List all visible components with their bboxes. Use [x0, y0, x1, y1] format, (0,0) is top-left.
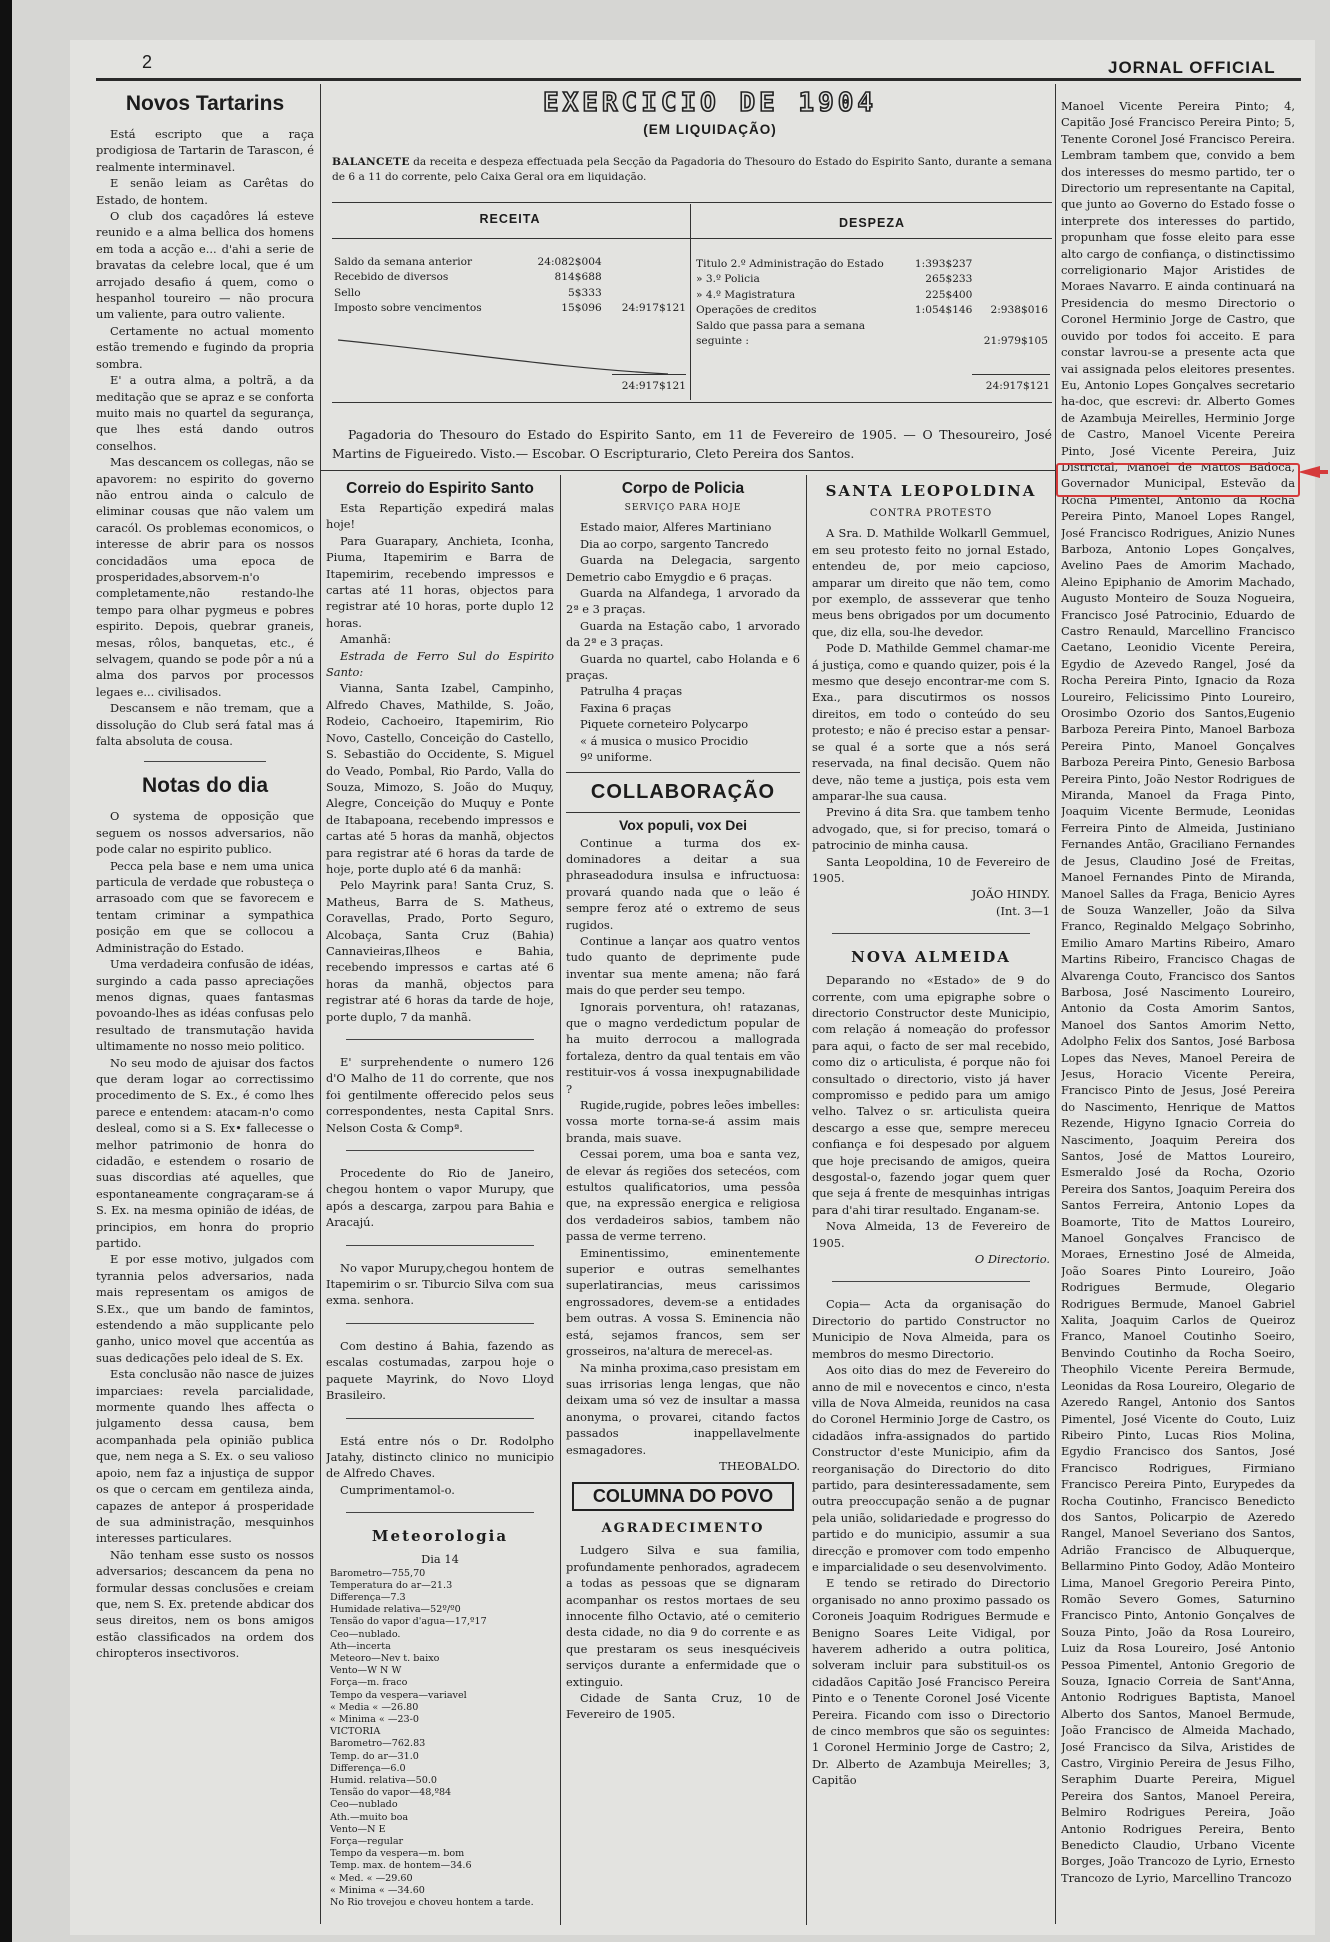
article-paragraph: Piquete corneteiro Polycarpo [580, 717, 749, 732]
news-item: No vapor Murupy,chegou hontem de Itapemirim o sr. Tiburcio Silva com sua exma. senhora. [326, 1260, 554, 1308]
article-paragraph: Copia— Acta da organisação do Directorio do partido Constructor no Municipio de Nova Almeida, para os membros do mesmo Directorio. [812, 1297, 1050, 1361]
despeza-value [906, 318, 974, 334]
table-top-rule [332, 202, 1052, 203]
column-rule-1 [320, 84, 321, 1924]
meteo-line: Vento—N E [330, 1823, 386, 1835]
meteo-day: Dia 14 [421, 1552, 459, 1567]
arrow-tail [1318, 470, 1328, 474]
meteo-line: Humid. relativa—50.0 [330, 1774, 438, 1786]
meteo-line: Ath.—muito boa [330, 1811, 409, 1823]
article-paragraph: Guarda na Estação cabo, 1 arvorado da 2ª e 3 praças. [566, 618, 800, 650]
meteo-line: Tempo da vespera—m. bom [330, 1848, 465, 1860]
article-paragraph: Mas descancem os collegas, não se apavorem: no espirito do governo não entrou ainda o calculo de eliminar cousas que não valem um caracól. Os problemas economicos, o interesse de abrir para os nossos concidadãos uma epoca de prosperidades,absorvem-n'o completamente,não restando-lhe tempo para olhar pygmeus e pobres espirito. Depois, quebrar graneis, mesas, rôlos, banquetas, etc., é selvagem, quando se pode pôr a nú a alma dos parvos por processos legaes e... civilisados. [96, 455, 314, 699]
despeza-row [694, 256, 1050, 272]
meteo-line: Temp. do ar—31.0 [330, 1750, 419, 1762]
column-rule-4 [1055, 84, 1056, 1924]
column-3 [566, 476, 800, 1926]
article-paragraph: E tendo se retirado do Directorio organisado no anno proximo passado os Coroneis Joaquim Rodrigues Bermude e Benigno Soares Leite Vidigal, por haverem adherido a outra politica, solveram incluir para substituil-os os cidadãos Capitão José Francisco Pereira Pinto e o Tenente Coronel José Vicente Pereira. Ficando com isso o Directorio de cinco membros que são os seguintes: 1 Coronel Herminio Jorge de Castro; 2, Dr. Alberto de Azambuja Meirelles; 3, Capitão [812, 1576, 1050, 1788]
article-paragraph: Guarda no quartel, cabo Holanda e 6 praças. [566, 651, 800, 683]
meteo-line: Ceo—nublado [330, 1799, 398, 1811]
despeza-label: Saldo que passa para a semana [696, 319, 866, 332]
meteo-line: Meteoro—Nev t. baixo [330, 1652, 440, 1664]
article-paragraph: Guarda na Delegacia, sargento Demetrio cabo Emygdio e 6 praças. [566, 553, 800, 584]
balance-intro-lead: BALANCETE [332, 156, 410, 168]
meteo-line: VICTORIA [330, 1726, 381, 1738]
meteo-title: Meteorologia [371, 1527, 509, 1546]
meteo-line: Tensão do vapor d'agua—17,º17 [330, 1616, 487, 1628]
article-paragraph: Ludgero Silva e sua familia, profundamente penhorados, agradecem a todas as pessoas que se dignaram acompanhar os restos mortaes de seu innocente filho Octavio, até o cemiterio desta cidade, no dia 9 do corrente e as que prestaram os seus inesquéciveis serviços durante a enfermidade que o extinguio. [566, 1543, 800, 1689]
receita-label: Saldo da semana anterior [334, 255, 473, 268]
receita-total: 24:917$121 [621, 380, 686, 392]
receita-heading: RECEITA [479, 212, 541, 226]
despeza-value: 1:054$146 [914, 304, 973, 317]
article-paragraph: Cidade de Santa Cruz, 10 de Fevereiro de 1905. [566, 1691, 800, 1722]
pagadoria-signature: Pagadoria do Thesouro do Estado do Espirito Santo, em 11 de Fevereiro de 1905. — O Thesoureiro, José Martins de Figueiredo. Visto.— Escobar. O Escripturario, Cleto Pereira dos Santos. [332, 427, 1052, 461]
article-paragraph: Santa Leopoldina, 10 de Fevereiro de 1905. [812, 854, 1050, 885]
article-signature: THEOBALDO. [719, 1458, 800, 1473]
article-paragraph: Está escripto que a raça prodigiosa de Tartarin de Tarascon, é realmente interminavel. [96, 127, 314, 174]
article-paragraph: Continue a turma dos ex-dominadores a deitar a sua phraseadodura insulsa e infructuosa: provará quando nada que o leão é sempre feroz até o extremo de seus rugidos. [566, 835, 800, 932]
article-paragraph: Na minha proxima,caso presistam em suas irrisorias lenga lengas, que não deixam uma só vez de insultar a massa anonyma, o provarei, citando factos passados inappellavelmente esmagadores. [566, 1360, 800, 1457]
separator [346, 1418, 534, 1419]
receita-table [332, 254, 688, 316]
news-item: Procedente do Rio de Janeiro, chegou hontem o vapor Murupy, que após a descarga, zarpou para Bahia e Aracajú. [326, 1166, 554, 1230]
article-paragraph: Manoel Vicente Pereira Pinto; 4, Capitão José Francisco Pereira Pinto; 5, Tenente Coronel José Francisco Pereira. Lembram tambem que, convido a bem dos interesses do mesmo partido, ter o Directorio um representante na Capital, que junto ao Governo do Estado fosse o interprete dos interesses do partido, propunham que fosse eleito para esse alto cargo de confiança, o distinctissimo correligionario Major Aristides de Moraes Navarro. E ainda continuará na Presidencia do mesmo Directorio o Coronel Herminio Jorge de Castro, que ouvido por todos foi acceito. E para constar lavrou-se a presente acta que vai assignada pelos eleitores presentes. Eu, Antonio Lopes Gonçalves secretario ha-doc, que escrevi: dr. Alberto Gomes de Azambuja Meirelles, Herminio Jorge de Castro, Manoel Vicente Pereira Pinto, José Vicente Pereira, Juiz Districtal, Manoel de Mattos Badoca, Governador Municipal, Estevão da Rocha Pimentel, Antonio da Rocha Pereira Pinto, Manoel Lopes Rangel, José Francisco Rodrigues, Anizio Nunes Barboza, Antonio Lopes Gonçalves, Avelino Paes de Amorim Machado, Aleino Epiphanio de Amorim Machado, Augusto Monteiro de Souza Nogueira, Francisco José Patrocinio, Eduardo de Castro Renauld, Marcellino Francisco Caetano, Leonidio Vicente Pereira, Egydio de Azevedo Rangel, José da Rocha Pereira Pinto, Ignacio da Roza Loureiro, Felicissimo Pinto Loureiro, Orosimbo Ozorio dos Santos,Eugenio Barboza Pereira Pinto, Manoel Barboza Pereira Pinto, Manoel Gonçalves Barboza Pereira Pinto, Genesio Barbosa Pereira Pinto, João Nestor Rodrigues de Miranda, Manoel da Fraga Pinto, Joaquim Vicente Bermude, Leonidas Ferreira Pinto de Almeida, Justiniano Fernandes Antão, Graciliano Fernandes de Jesus, Claudino José de Freitas, Manoel Fernandes Pinto de Miranda, Manoel Salles da Fraga, Benicio Ayres de Souza Wanzeller, João da Silva Franco, Reginaldo Melgaço Sobrinho, Emilio Amaro Martins Ribeiro, Amaro Martins Ribeiro, Francisco Chagas de Alvarenga Couto, Francisco dos Santos Barbosa, José Nascimento Loureiro, Antonio da Costa Amorim Santos, Manoel dos Santos Amorim Netto, Adolpho Felix dos Santos, José Barbosa Lopes das Neves, Manoel Pereira de Jesus, Horacio Vicente Pereira, Francisco Pinto de Jesus, José Pereira do Nascimento, Henrique de Mattos Rezende, Higyno Ignacio Correia do Nascimento, Joaquim Pereira dos Santos, José de Mattos Loureiro, Esmeraldo José da Rocha, Ozorio Pereira dos Santos, Joaquim Pereira dos Santos Ferreira, Antonio Lopes da Boamorte, Tito de Mattos Loureiro, Manoel Gonçalves Francisco de Moraes, Ernestino José de Almeida, João Soares Pinto Loureiro, João Rodrigues Bermude, Olegario Rodrigues Bermude, Manoel Gabriel Xalita, Joaquim Carlos de Queiroz Franco, Manoel Coutinho Soeiro, Benvindo Coutinho da Rocha Soeiro, Theophilo Vicente Pereira Bermude, Leonidas da Rosa Loureiro, Olegario de Azeredo Rangel, Antonio dos Santos Pimentel, José Vicente do Couto, Luiz Ribeiro Pinto, Lucas Rios Molina, Egydio Francisco dos Santos, José Francisco Rodrigues, Firmiano Francisco Pereira Pinto, Eurypedes da Rocha Coutinho, Francisco Benedicto dos Santos, Policarpio de Azeredo Rangel, Manoel Severiano dos Santos, Adrião Francisco de Albuquerque, Bellarmino Pinto Godoy, Adão Monteiro Lima, Manoel Gregorio Pereira Pinto, Romão Severo Gomes, Saturnino Francisco Pinto, Antonio Gonçalves de Souza Pinto, João da Rosa Loureiro, Luiz da Rosa Loureiro, José Antonio Pessoa Pimentel, Antonio Gregorio de Souza, Ignacio Correia de Sant'Anna, Antonio Rodrigues Baptista, Manoel Alberto dos Santos, Manoel Bermude, João Francisco de Almeida Machado, José Francisco da Silva, Aristides de Castro, Virginio Pereira de Jesus Filho, Seraphim Duarte Pereira, Miguel Pereira dos Santos, Manoel Pereira, Belmiro Rodrigues Pereira, João Antonio Rodrigues Pereira, Bento Benedicto Claudio, Urbano Vicente Borges, João Trancozo de Lyrio, Ernesto Trancozo de Lyrio, Marcellino Trancozo [1061, 99, 1295, 1885]
news-item: E' surprehendente o numero 126 d'O Malho de 11 do corrente, que nos foi gentilmente offerecido pelos seus correspondentes, nesta Capital Snrs. Nelson Costa & Compª. [326, 1055, 554, 1135]
article-title-notas-do-dia: Notas do dia [141, 774, 268, 798]
receita-total: 24:917$121 [621, 302, 686, 315]
section-title-collaboracao: COLLABORAÇÃO [590, 780, 776, 803]
balance-subtitle: (EM LIQUIDAÇÃO) [643, 122, 777, 137]
despeza-table [694, 256, 1050, 349]
article-paragraph: O systema de opposição que seguem os nossos adversarios, não pode calar no espirito publico. [96, 809, 314, 857]
separator [346, 1323, 534, 1324]
receita-total [604, 285, 688, 301]
article-paragraph: Certamente no actual momento estão tremendo e fugindo da propria sombra. [96, 323, 314, 371]
despeza-label: » 3.º Policia [696, 273, 760, 286]
balance-title: EXERCICIO DE 1904 [542, 88, 878, 118]
meteo-line: Temperatura do ar—21.3 [330, 1579, 453, 1591]
article-paragraph: Deparando no «Estado» de 9 do corrente, com uma epigraphe sobre o directorio Constructor deste Municipio, com relação á nomeação do professor para aqui, o facto de ser mal recebido, como diz o articulista, é porque não foi consultado o directorio, visto já haver compromisso e pedido para um amigo velho. Talvez o sr. articulista queira descargo a esse que, sempre mereceu confiança e foi despesado por alguem que hoje precisando de amigos, queira desgostal-o, fazendo jogar quem quer que seja á frente de mesquinhas intrigas para d'ahi tirar resultado. Enganam-se. [812, 973, 1050, 1217]
despeza-label: Operações de creditos [696, 304, 817, 317]
article-paragraph: Estado maior, Alferes Martiniano [580, 520, 772, 535]
article-title-corpo-de-policia: Corpo de Policia [621, 480, 745, 497]
meteo-line: Força—m. fraco [330, 1677, 408, 1689]
receita-row [332, 285, 688, 301]
despeza-value [906, 334, 974, 350]
page-number: 2 [142, 52, 153, 72]
article-paragraph: Esta Repartição expedirá malas hoje! [326, 501, 554, 532]
receita-value: 15$096 [561, 302, 602, 315]
receita-total [604, 254, 688, 270]
meteo-line: Vento—W N W [330, 1665, 402, 1677]
article-paragraph: E por esse motivo, julgados com tyrannia pelos adversarios, nada mais representam os amigos de S.Ex., que um bando de famintos, estendendo a mão supplicante pelo ganho, unico movel que accentúa as suas dedicações pelo ideal de S. Ex. [96, 1252, 314, 1365]
meteo-line: Temp. max. de hontem—34.6 [330, 1860, 472, 1872]
news-item: Está entre nós o Dr. Rodolpho Jatahy, distincto clinico no municipio de Alfredo Chaves. [326, 1433, 554, 1481]
balance-curve-line [338, 340, 668, 374]
article-paragraph: 9º uniforme. [580, 750, 653, 765]
highlight-box [1056, 463, 1300, 497]
meteo-line: Barometro—755,70 [330, 1567, 426, 1579]
separator [346, 1245, 534, 1246]
despeza-total: 24:917$121 [985, 380, 1050, 392]
article-note: (Int. 3—1 [996, 903, 1050, 918]
meteo-line: Humidade relativa—52º/º0 [330, 1604, 461, 1616]
article-title-vox-populi: Vox populi, vox Dei [618, 816, 748, 833]
article-signature: JOÃO HINDY. [971, 887, 1050, 902]
receita-label: Recebido de diversos [334, 271, 449, 284]
meteo-line: « Minima « —23-0 [330, 1713, 419, 1725]
receita-row [332, 270, 688, 286]
article-paragraph: Estrada de Ferro Sul do Espirito Santo: [326, 648, 554, 680]
meteo-line: Ath—incerta [330, 1640, 391, 1652]
scan-border [0, 0, 12, 1942]
receita-label: Sello [334, 286, 361, 299]
separator [346, 1039, 534, 1040]
article-paragraph: Nova Almeida, 13 de Fevereiro de 1905. [812, 1219, 1050, 1250]
despeza-label: seguinte : [696, 335, 749, 348]
receita-row [332, 301, 688, 317]
article-signature: O Directorio. [974, 1252, 1050, 1267]
article-paragraph: Pecca pela base e nem uma unica particula de verdade que robusteça o arrasoado com que se favorecem e tentam criminar a sympathica posição em que se collocou a Administração do Estado. [96, 858, 314, 955]
meteo-line: No Rio trovejou e choveu hontem a tarde. [330, 1897, 534, 1909]
receita-row [332, 254, 688, 270]
section-rule [566, 772, 800, 773]
article-subtitle: SERVIÇO PARA HOJE [624, 503, 742, 513]
despeza-row [694, 303, 1050, 319]
despeza-row [694, 287, 1050, 303]
separator [144, 761, 266, 762]
receita-value: 5$333 [568, 286, 602, 299]
article-title-nova-almeida: NOVA ALMEIDA [851, 948, 1011, 967]
despeza-value: 265$233 [925, 273, 973, 286]
meteo-line: « Media « —26.80 [330, 1701, 419, 1713]
despeza-label: Titulo 2.º Administração do Estado [696, 257, 884, 270]
meteo-line: Tensão do vapor—48,º84 [330, 1787, 452, 1799]
section-title-columna-do-povo: COLUMNA DO POVO [572, 1482, 794, 1511]
article-paragraph: No seu modo de ajuisar dos factos que deram logar ao correctissimo procedimento de S. Ex., é como lhes parece e entendem: atacam-n'o como desleal, como si a S. Ex• fallecesse o melhor patrimonio de honra do cidadão, e estendem o rosario de suas discordias até aquelles, que espontaneamente congraçaram-se á S. Ex. na mesma opinião de idéas, de principios, em honra do proprio partido. [96, 1055, 314, 1250]
article-paragraph: Aos oito dias do mez de Fevereiro do anno de mil e novecentos e cinco, n'esta villa de Nova Almeida, reunidos na casa do Coronel Herminio Jorge de Castro, os cidadãos infra-assignados do partido Constructor d'este Municipio, afim da reorganisação do Directorio do dito partido, para desinteressadamente, sem outra preoccupação senão a de pugnar pela união, solidariedade e progresso do partido e do municipio, assumir a sua direcção e promover com todo empenho e imparcialidade o seu desenvolvimento. [812, 1363, 1050, 1574]
despeza-value: 225$400 [925, 288, 973, 301]
column-rule-3 [806, 475, 807, 1925]
article-paragraph: Pode D. Mathilde Gemmel chamar-me á justiça, como e quando quizer, pois é la mesmo que desejo encontrar-me com S. Exa., para discutirmos os nossos direitos, em todo o conteúdo do seu protesto; e não é preciso estar a pensar-se qual é a sorte que a nós será reservada, na final decisão. Quem não deve, não teme a justiça, pois esta vem amparar-lhe sua causa. [812, 641, 1050, 803]
meteo-line: Differença—7.3 [330, 1591, 406, 1603]
despeza-row [694, 334, 1050, 350]
article-paragraph: Vianna, Santa Izabel, Campinho, Alfredo Chaves, Mathilde, S. João, Rodeio, Cachoeiro, Itapemirim, Rio Novo, Castello, Conceição do Castello, S. Sebastião do Occidente, S. Miguel do Veado, Pombal, Rio Pardo, Valla do Souza, Mimozo, S. João do Muquy, Alegre, Conceição do Muquy e Ponte de Itabapoana, recebendo impressos e cartas até 5 horas da manhã, objectos para registrar até 6 horas da tarde de hoje, porte duplo até 6 da manhã: [326, 681, 554, 876]
despeza-total [974, 318, 1050, 334]
despeza-row [694, 318, 1050, 334]
meteo-line: Força—regular [330, 1836, 404, 1847]
separator [346, 1150, 534, 1151]
despeza-total [974, 272, 1050, 288]
despeza-total [974, 287, 1050, 303]
despeza-total: 2:938$016 [990, 304, 1048, 317]
balance-intro-text: da receita e despeza effectuada pela Secção da Pagadoria do Thesouro do Estado do Espirito Santo, durante a semana de 6 a 11 do corrente, pelo Caixa Geral ora em liquidação. [332, 156, 1052, 183]
balance-curve [338, 338, 678, 378]
section-rule [566, 812, 800, 813]
article-paragraph: E' a outra alma, a poltrã, a da meditação que se apraz e se conforta muito mais no quartel da segurança, que lhes está dando outros conselhos. [96, 373, 314, 453]
article-title-agradecimento: AGRADECIMENTO [601, 1521, 765, 1537]
receita-value: 814$688 [554, 271, 602, 284]
meteo-line: Barometro—762.83 [330, 1738, 426, 1750]
meteo-line: Tempo da vespera—variavel [330, 1689, 467, 1701]
article-paragraph: Continue a lançar aos quatro ventos tudo quanto de deprimente pude inventar sua mente amena; não fará mais do que perder seu tempo. [566, 933, 800, 998]
news-item: Com destino á Bahia, fazendo as escalas costumadas, zarpou hoje o paquete Mayrink, do Novo Lloyd Brasileiro. [326, 1338, 554, 1403]
table-bottom-rule [332, 402, 1052, 403]
despeza-value: 1:393$237 [914, 257, 973, 270]
despeza-total [974, 256, 1050, 272]
article-paragraph: O club dos caçadôres lá esteve reunido e a alma bellica dos homens em toda a acção e... d'ahi a serie de bravatas da celebre local, que é um arrojado desafio á quem, como o hespanhol toureiro — não procura um valiente, para outro valiente. [96, 209, 314, 322]
receita-value: 24:082$004 [537, 255, 602, 268]
despeza-row [694, 272, 1050, 288]
table-mid-rule [690, 204, 691, 400]
separator [832, 1281, 1030, 1282]
article-paragraph: Amanhã: [340, 632, 392, 647]
article-paragraph: Uma verdadeira confusão de idéas, surgindo a cada passo apreciações menos dignas, quaes fantasmas povoando-lhes as idéas confusas pelo resultado de transmutação havida ultimamente no nosso meio politico. [96, 957, 314, 1054]
column-4 [812, 476, 1050, 1926]
column-rule-2 [560, 475, 561, 1925]
article-title-correio: Correio do Espirito Santo [346, 480, 534, 497]
article-paragraph: Cessai porem, uma boa e santa vez, de elevar ás regiões dos setecéos, com estultos qualificatorios, uma pessôa que, na expressão energica e religiosa dos verdadeiros sabios, tambem não passa de verme terreno. [566, 1147, 800, 1244]
article-paragraph: E senão leiam as Carêtas do Estado, de hontem. [96, 176, 314, 207]
despeza-sum-rule [972, 374, 1050, 375]
article-paragraph: Esta conclusão não nasce de juizes imparciaes: revela parcialidade, mormente quando lhes affecta o julgamento dessa causa, bem acompanhada pela opinião publica que, nem nega a S. Ex. o seu valioso apoio, nem faz a injustiça de suppor os que o cercam em gentileza ainda, capazes de antepor á prosperidade de sua administração, mesquinhos interesses particulares. [96, 1367, 314, 1546]
meteo-line: « Minima « —34.60 [330, 1884, 425, 1896]
article-paragraph: Previno á dita Sra. que tambem tenho advogado, que, si for preciso, tomará o patrocinio de minha causa. [812, 805, 1050, 853]
article-paragraph: Eminentissimo, eminentemente superior e outras semelhantes superlatirancias, meus carissimos engrossadores, devem-se a entidades bem outras. A vossa S. Eminencia não está, sejamos francos, sem ser grosseiros, na'altura de merecel-as. [566, 1245, 800, 1359]
column-5 [1061, 98, 1295, 1926]
arrow-icon [1298, 466, 1320, 478]
article-paragraph: Descansem e não tremam, que a dissolução do Club será fatal mas á falta absoluta de cousa. [96, 701, 314, 749]
table-head-rule [332, 238, 1052, 239]
newspaper-title: JORNAL OFFICIAL [1108, 58, 1276, 77]
article-paragraph: Para Guarapary, Anchieta, Iconha, Piuma, Itapemirim e Barra de Itapemirim, recebendo impressos e cartas até 11 horas, objectos para registrar até 10 horas, porte duplo 12 horas. [326, 533, 554, 630]
despeza-label: » 4.º Magistratura [696, 288, 796, 301]
article-paragraph: Ignorais porventura, oh! ratazanas, que o magno verdedictum popular de ha muito derrocou a mallograda fortaleza, dentro da qual tentais em vão restituir-vos á vossa inexpugnabilidade ? [566, 999, 800, 1096]
article-title-santa-leopoldina: SANTA LEOPOLDINA [825, 482, 1037, 500]
article-paragraph: « á musica o musico Procidio [580, 733, 749, 748]
receita-total [604, 270, 688, 286]
article-paragraph: Faxina 6 praças [580, 700, 672, 715]
meteo-line: « Med. « —29.60 [330, 1872, 413, 1884]
despeza-total: 21:979$105 [983, 335, 1048, 348]
article-paragraph: Patrulha 4 praças [580, 684, 683, 699]
column-2 [326, 476, 554, 1926]
balance-bottom-rule [320, 470, 1055, 471]
meteo-list [326, 1568, 554, 1910]
article-paragraph: Não tenham esse susto os nossos adversarios; descancem da pena no formular dessas conclusões e creiam que, nem S. Ex. pretende abdicar dos seus direitos, nem os bons amigos estão classificados na ordem dos chiropteros insectivoros. [96, 1547, 314, 1661]
top-rule [96, 78, 1301, 81]
article-paragraph: A Sra. D. Mathilde Wolkarll Gemmuel, em seu protesto feito no jornal Estado, entendeu de, por meio capcioso, amparar um direito que não tem, como por exemplo, de assseverar que tenho meus bens obrigados por um documento que, diz ella, sou-lhe devedor. [812, 526, 1050, 639]
meteo-line: Differença—6.0 [330, 1762, 406, 1774]
article-paragraph: Pelo Mayrink para! Santa Cruz, S. Matheus, Barra de S. Matheus, Coravellas, Prado, Porto Seguro, Alcobaça, Santa Cruz (Bahia) Cannavieiras,Ilheos e Bahia, recebendo impressos e cartas até 6 horas da manhã, objectos para registrar até 6 horas da tarde de hoje, porte duplo, 7 da manhã. [326, 878, 554, 1024]
column-1 [96, 86, 314, 1926]
balance-intro [332, 155, 1052, 185]
article-paragraph: Dia ao corpo, sargento Tancredo [580, 536, 769, 551]
receita-label: Imposto sobre vencimentos [334, 302, 482, 315]
separator [832, 933, 1030, 934]
meteo-line: Ceo—nublado. [330, 1628, 401, 1640]
receita-sum-rule [612, 374, 686, 375]
article-paragraph: Guarda na Alfandega, 1 arvorado da 2ª e 3 praças. [566, 586, 800, 617]
news-item: Cumprimentamol-o. [340, 1482, 455, 1497]
article-subtitle: CONTRA PROTESTO [869, 508, 993, 519]
despeza-heading: DESPEZA [838, 216, 906, 230]
article-paragraph: Rugide,rugide, pobres leões imbelles: vossa morte torna-se-á assim mais branda, mais suave. [566, 1098, 800, 1145]
article-title-novos-tartarins: Novos Tartarins [125, 92, 285, 115]
separator [346, 1512, 534, 1513]
